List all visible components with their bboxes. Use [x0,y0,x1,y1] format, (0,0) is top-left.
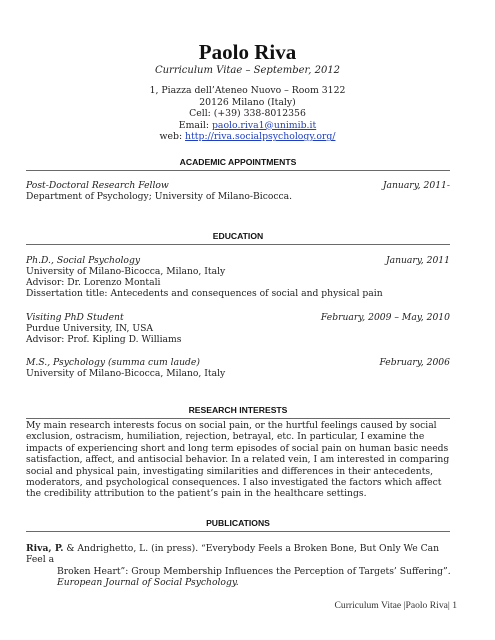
section-heading-publications: PUBLICATIONS [26,518,450,532]
web-link[interactable]: http://riva.socialpsychology.org/ [185,131,336,143]
education-detail: Purdue University, IN, USA [26,323,154,334]
education-date: February, 2009 – May, 2010 [320,312,450,323]
publication-line-2: Broken Heart”: Group Membership Influences the Perception of Targets’ Suffering”. [57,565,451,577]
academic-entry [26,180,450,191]
section-heading-research: RESEARCH INTERESTS [26,405,450,419]
academic-title: Post-Doctoral Research Fellow [26,180,169,191]
web-label: web: [159,131,186,143]
education-detail: Dissertation title: Antecedents and consequences of social and physical pain [26,288,383,299]
section-heading-academic: ACADEMIC APPOINTMENTS [26,157,450,171]
address-line-1: 1, Piazza dell’Ateneo Nuovo – Room 3122 [149,85,346,96]
section-heading-education: EDUCATION [26,231,450,245]
education-date: February, 2006 [379,357,450,368]
publication-line-1 [26,543,452,566]
education-entry-title-row [26,312,450,323]
address-line-2: 20126 Milano (Italy) [199,96,296,108]
email-link[interactable]: paolo.riva1@unimib.it [211,119,317,131]
academic-date: January, 2011- [382,180,450,191]
publication-journal: European Journal of Social Psychology. [57,577,239,589]
education-title: M.S., Psychology (summa cum laude) [26,357,200,368]
publication-citation: & Andrighetto, L. (in press). “Everybody Feels a Broken Bone, But Only We Can Feel a [26,543,440,566]
research-paragraph: My main research interests focus on social pain, or the hurtful feelings caused by social exclusion, ostracism, humiliation, rejection, betrayal, etc. In particular, I examine the impacts of experiencing short and long term episodes of social pain on human basic needs satisfaction, affect, and antisocial behavior. In a related vein, I am interested in comparing social and physical pain, investigating similarities and differences in their antecedents, moderators, and psychological consequences. I also investigated the factors which affect the credibility attribution to the patient’s pain in the healthcare settings. [26,420,450,500]
web-line [0,131,495,143]
education-entry-title-row [26,357,450,368]
email-line [0,120,495,132]
cv-subtitle: Curriculum Vitae – September, 2012 [154,65,341,76]
education-detail: Advisor: Dr. Lorenzo Montali [26,277,161,288]
cell-phone: Cell: (+39) 338-8012356 [189,108,306,120]
academic-dept: Department of Psychology; University of Milano-Bicocca. [26,191,293,202]
page-footer: Curriculum Vitae |Paolo Riva| 1 [334,600,457,611]
email-label: Email: [178,119,212,131]
education-entry-title-row [26,255,450,266]
education-detail: University of Milano-Bicocca, Milano, Italy [26,368,226,379]
education-detail: Advisor: Prof. Kipling D. Williams [26,334,182,345]
contact-block [0,85,495,143]
education-date: January, 2011 [385,255,450,266]
page-title: Paolo Riva [198,40,297,64]
education-title: Ph.D., Social Psychology [26,255,141,266]
education-detail: University of Milano-Bicocca, Milano, Italy [26,266,226,277]
publication-entry [26,543,452,589]
publication-author: Riva, P. [26,543,64,554]
education-title: Visiting PhD Student [26,312,124,323]
